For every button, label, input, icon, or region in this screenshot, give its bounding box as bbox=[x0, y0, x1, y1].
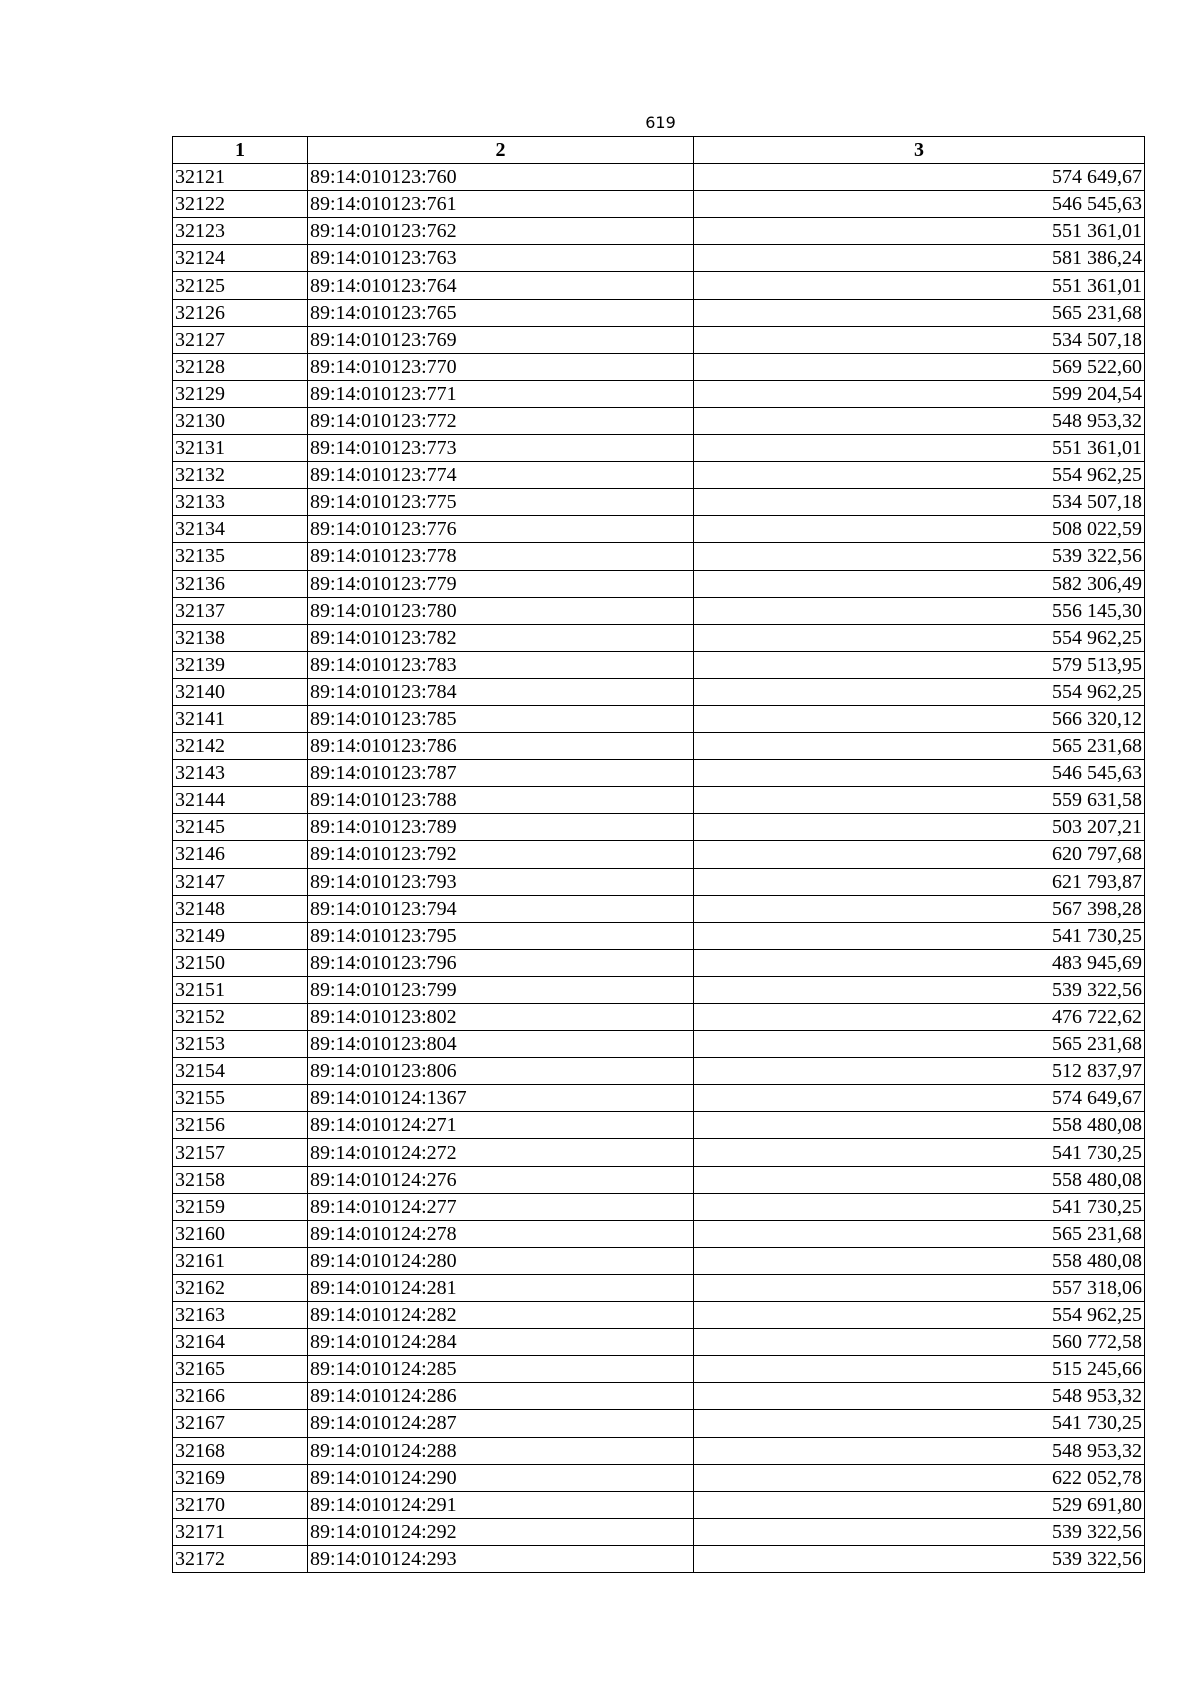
row-number-cell: 32170 bbox=[173, 1491, 308, 1518]
value-cell: 567 398,28 bbox=[694, 895, 1145, 922]
row-number-cell: 32122 bbox=[173, 191, 308, 218]
table-row bbox=[173, 245, 1145, 272]
value-cell: 539 322,56 bbox=[694, 1518, 1145, 1545]
cadastral-number-cell: 89:14:010123:792 bbox=[308, 841, 694, 868]
cadastral-number-cell: 89:14:010124:280 bbox=[308, 1247, 694, 1274]
cadastral-number-cell: 89:14:010124:293 bbox=[308, 1545, 694, 1572]
value-cell: 558 480,08 bbox=[694, 1166, 1145, 1193]
value-cell: 565 231,68 bbox=[694, 733, 1145, 760]
cadastral-number-cell: 89:14:010123:788 bbox=[308, 787, 694, 814]
value-cell: 569 522,60 bbox=[694, 353, 1145, 380]
table-row bbox=[173, 435, 1145, 462]
value-cell: 557 318,06 bbox=[694, 1274, 1145, 1301]
row-number-cell: 32153 bbox=[173, 1031, 308, 1058]
row-number-cell: 32144 bbox=[173, 787, 308, 814]
table-row bbox=[173, 218, 1145, 245]
row-number-cell: 32150 bbox=[173, 949, 308, 976]
table-row bbox=[173, 1545, 1145, 1572]
row-number-cell: 32171 bbox=[173, 1518, 308, 1545]
row-number-cell: 32149 bbox=[173, 922, 308, 949]
row-number-cell: 32140 bbox=[173, 678, 308, 705]
value-cell: 534 507,18 bbox=[694, 489, 1145, 516]
row-number-cell: 32136 bbox=[173, 570, 308, 597]
cadastral-number-cell: 89:14:010123:774 bbox=[308, 462, 694, 489]
cadastral-number-cell: 89:14:010123:784 bbox=[308, 678, 694, 705]
table-header bbox=[173, 137, 1145, 164]
table-row bbox=[173, 1518, 1145, 1545]
table-body bbox=[173, 164, 1145, 1573]
cadastral-number-cell: 89:14:010123:795 bbox=[308, 922, 694, 949]
value-cell: 548 953,32 bbox=[694, 1437, 1145, 1464]
cadastral-number-cell: 89:14:010124:288 bbox=[308, 1437, 694, 1464]
value-cell: 574 649,67 bbox=[694, 1085, 1145, 1112]
table-row bbox=[173, 814, 1145, 841]
table-row bbox=[173, 841, 1145, 868]
value-cell: 581 386,24 bbox=[694, 245, 1145, 272]
table-row bbox=[173, 1491, 1145, 1518]
cadastral-number-cell: 89:14:010123:778 bbox=[308, 543, 694, 570]
cadastral-number-cell: 89:14:010123:769 bbox=[308, 326, 694, 353]
table-row bbox=[173, 164, 1145, 191]
cadastral-number-cell: 89:14:010123:794 bbox=[308, 895, 694, 922]
row-number-cell: 32165 bbox=[173, 1356, 308, 1383]
table-row bbox=[173, 651, 1145, 678]
cadastral-number-cell: 89:14:010123:776 bbox=[308, 516, 694, 543]
cadastral-number-cell: 89:14:010124:286 bbox=[308, 1383, 694, 1410]
header-row bbox=[173, 137, 1145, 164]
row-number-cell: 32133 bbox=[173, 489, 308, 516]
row-number-cell: 32168 bbox=[173, 1437, 308, 1464]
value-cell: 579 513,95 bbox=[694, 651, 1145, 678]
value-cell: 541 730,25 bbox=[694, 922, 1145, 949]
table-row bbox=[173, 543, 1145, 570]
row-number-cell: 32155 bbox=[173, 1085, 308, 1112]
row-number-cell: 32131 bbox=[173, 435, 308, 462]
cadastral-number-cell: 89:14:010123:780 bbox=[308, 597, 694, 624]
row-number-cell: 32161 bbox=[173, 1247, 308, 1274]
row-number-cell: 32143 bbox=[173, 760, 308, 787]
table-row bbox=[173, 1437, 1145, 1464]
table-row bbox=[173, 678, 1145, 705]
value-cell: 556 145,30 bbox=[694, 597, 1145, 624]
value-cell: 558 480,08 bbox=[694, 1247, 1145, 1274]
value-cell: 558 480,08 bbox=[694, 1112, 1145, 1139]
table-row bbox=[173, 462, 1145, 489]
row-number-cell: 32121 bbox=[173, 164, 308, 191]
table-row bbox=[173, 1004, 1145, 1031]
table-row bbox=[173, 1410, 1145, 1437]
register-table bbox=[172, 136, 1145, 1573]
table-row bbox=[173, 1247, 1145, 1274]
value-cell: 554 962,25 bbox=[694, 1302, 1145, 1329]
row-number-cell: 32158 bbox=[173, 1166, 308, 1193]
row-number-cell: 32138 bbox=[173, 624, 308, 651]
table-row bbox=[173, 949, 1145, 976]
row-number-cell: 32151 bbox=[173, 976, 308, 1003]
cadastral-number-cell: 89:14:010123:786 bbox=[308, 733, 694, 760]
value-cell: 546 545,63 bbox=[694, 760, 1145, 787]
table-row bbox=[173, 624, 1145, 651]
cadastral-number-cell: 89:14:010123:782 bbox=[308, 624, 694, 651]
row-number-cell: 32152 bbox=[173, 1004, 308, 1031]
value-cell: 551 361,01 bbox=[694, 435, 1145, 462]
cadastral-number-cell: 89:14:010124:282 bbox=[308, 1302, 694, 1329]
value-cell: 539 322,56 bbox=[694, 543, 1145, 570]
cadastral-number-cell: 89:14:010124:292 bbox=[308, 1518, 694, 1545]
cadastral-number-cell: 89:14:010123:773 bbox=[308, 435, 694, 462]
row-number-cell: 32125 bbox=[173, 272, 308, 299]
cadastral-number-cell: 89:14:010124:281 bbox=[308, 1274, 694, 1301]
cadastral-number-cell: 89:14:010123:799 bbox=[308, 976, 694, 1003]
value-cell: 599 204,54 bbox=[694, 380, 1145, 407]
cadastral-number-cell: 89:14:010123:761 bbox=[308, 191, 694, 218]
cadastral-number-cell: 89:14:010123:772 bbox=[308, 407, 694, 434]
cadastral-number-cell: 89:14:010124:287 bbox=[308, 1410, 694, 1437]
table-row bbox=[173, 787, 1145, 814]
cadastral-number-cell: 89:14:010123:763 bbox=[308, 245, 694, 272]
row-number-cell: 32127 bbox=[173, 326, 308, 353]
table-row bbox=[173, 1274, 1145, 1301]
row-number-cell: 32154 bbox=[173, 1058, 308, 1085]
table-row bbox=[173, 1085, 1145, 1112]
value-cell: 476 722,62 bbox=[694, 1004, 1145, 1031]
table-row bbox=[173, 1058, 1145, 1085]
row-number-cell: 32130 bbox=[173, 407, 308, 434]
row-number-cell: 32146 bbox=[173, 841, 308, 868]
value-cell: 483 945,69 bbox=[694, 949, 1145, 976]
table-row bbox=[173, 976, 1145, 1003]
row-number-cell: 32172 bbox=[173, 1545, 308, 1572]
value-cell: 566 320,12 bbox=[694, 705, 1145, 732]
cadastral-number-cell: 89:14:010123:802 bbox=[308, 1004, 694, 1031]
table-row bbox=[173, 516, 1145, 543]
table-row bbox=[173, 299, 1145, 326]
value-cell: 560 772,58 bbox=[694, 1329, 1145, 1356]
row-number-cell: 32137 bbox=[173, 597, 308, 624]
row-number-cell: 32128 bbox=[173, 353, 308, 380]
row-number-cell: 32124 bbox=[173, 245, 308, 272]
value-cell: 551 361,01 bbox=[694, 218, 1145, 245]
value-cell: 546 545,63 bbox=[694, 191, 1145, 218]
cadastral-number-cell: 89:14:010124:276 bbox=[308, 1166, 694, 1193]
value-cell: 582 306,49 bbox=[694, 570, 1145, 597]
value-cell: 508 022,59 bbox=[694, 516, 1145, 543]
row-number-cell: 32141 bbox=[173, 705, 308, 732]
table-row bbox=[173, 1302, 1145, 1329]
cadastral-number-cell: 89:14:010124:271 bbox=[308, 1112, 694, 1139]
value-cell: 565 231,68 bbox=[694, 1220, 1145, 1247]
row-number-cell: 32147 bbox=[173, 868, 308, 895]
cadastral-number-cell: 89:14:010123:806 bbox=[308, 1058, 694, 1085]
table-row bbox=[173, 191, 1145, 218]
row-number-cell: 32126 bbox=[173, 299, 308, 326]
row-number-cell: 32129 bbox=[173, 380, 308, 407]
table-row bbox=[173, 489, 1145, 516]
table-row bbox=[173, 597, 1145, 624]
cadastral-number-cell: 89:14:010123:775 bbox=[308, 489, 694, 516]
value-cell: 551 361,01 bbox=[694, 272, 1145, 299]
table-row bbox=[173, 1356, 1145, 1383]
value-cell: 503 207,21 bbox=[694, 814, 1145, 841]
value-cell: 515 245,66 bbox=[694, 1356, 1145, 1383]
cadastral-number-cell: 89:14:010123:771 bbox=[308, 380, 694, 407]
value-cell: 554 962,25 bbox=[694, 624, 1145, 651]
cadastral-number-cell: 89:14:010124:290 bbox=[308, 1464, 694, 1491]
table-row bbox=[173, 1220, 1145, 1247]
table-row bbox=[173, 1383, 1145, 1410]
value-cell: 539 322,56 bbox=[694, 1545, 1145, 1572]
column-header-1: 1 bbox=[173, 137, 308, 164]
value-cell: 621 793,87 bbox=[694, 868, 1145, 895]
table-row bbox=[173, 895, 1145, 922]
table-row bbox=[173, 705, 1145, 732]
row-number-cell: 32167 bbox=[173, 1410, 308, 1437]
table-row bbox=[173, 1329, 1145, 1356]
value-cell: 548 953,32 bbox=[694, 407, 1145, 434]
value-cell: 541 730,25 bbox=[694, 1139, 1145, 1166]
row-number-cell: 32157 bbox=[173, 1139, 308, 1166]
value-cell: 622 052,78 bbox=[694, 1464, 1145, 1491]
cadastral-number-cell: 89:14:010123:793 bbox=[308, 868, 694, 895]
row-number-cell: 32139 bbox=[173, 651, 308, 678]
value-cell: 559 631,58 bbox=[694, 787, 1145, 814]
table-row bbox=[173, 922, 1145, 949]
cadastral-number-cell: 89:14:010124:291 bbox=[308, 1491, 694, 1518]
column-header-3: 3 bbox=[694, 137, 1145, 164]
value-cell: 554 962,25 bbox=[694, 678, 1145, 705]
value-cell: 548 953,32 bbox=[694, 1383, 1145, 1410]
row-number-cell: 32134 bbox=[173, 516, 308, 543]
table-row bbox=[173, 326, 1145, 353]
cadastral-number-cell: 89:14:010124:1367 bbox=[308, 1085, 694, 1112]
row-number-cell: 32145 bbox=[173, 814, 308, 841]
table-row bbox=[173, 407, 1145, 434]
cadastral-number-cell: 89:14:010123:760 bbox=[308, 164, 694, 191]
row-number-cell: 32123 bbox=[173, 218, 308, 245]
row-number-cell: 32142 bbox=[173, 733, 308, 760]
cadastral-number-cell: 89:14:010123:785 bbox=[308, 705, 694, 732]
table-row bbox=[173, 353, 1145, 380]
row-number-cell: 32160 bbox=[173, 1220, 308, 1247]
cadastral-number-cell: 89:14:010124:272 bbox=[308, 1139, 694, 1166]
table-row bbox=[173, 733, 1145, 760]
cadastral-number-cell: 89:14:010123:787 bbox=[308, 760, 694, 787]
row-number-cell: 32169 bbox=[173, 1464, 308, 1491]
value-cell: 534 507,18 bbox=[694, 326, 1145, 353]
row-number-cell: 32135 bbox=[173, 543, 308, 570]
table-row bbox=[173, 1112, 1145, 1139]
value-cell: 620 797,68 bbox=[694, 841, 1145, 868]
row-number-cell: 32163 bbox=[173, 1302, 308, 1329]
table-row bbox=[173, 1166, 1145, 1193]
cadastral-number-cell: 89:14:010123:764 bbox=[308, 272, 694, 299]
cadastral-number-cell: 89:14:010124:278 bbox=[308, 1220, 694, 1247]
cadastral-number-cell: 89:14:010123:789 bbox=[308, 814, 694, 841]
cadastral-number-cell: 89:14:010124:285 bbox=[308, 1356, 694, 1383]
table-row bbox=[173, 760, 1145, 787]
table-row bbox=[173, 1193, 1145, 1220]
table-row bbox=[173, 868, 1145, 895]
cadastral-number-cell: 89:14:010123:796 bbox=[308, 949, 694, 976]
value-cell: 541 730,25 bbox=[694, 1410, 1145, 1437]
row-number-cell: 32148 bbox=[173, 895, 308, 922]
cadastral-number-cell: 89:14:010124:277 bbox=[308, 1193, 694, 1220]
table-row bbox=[173, 570, 1145, 597]
value-cell: 539 322,56 bbox=[694, 976, 1145, 1003]
table-row bbox=[173, 1139, 1145, 1166]
table-row bbox=[173, 1464, 1145, 1491]
row-number-cell: 32166 bbox=[173, 1383, 308, 1410]
column-header-2: 2 bbox=[308, 137, 694, 164]
row-number-cell: 32156 bbox=[173, 1112, 308, 1139]
value-cell: 565 231,68 bbox=[694, 299, 1145, 326]
cadastral-number-cell: 89:14:010123:762 bbox=[308, 218, 694, 245]
cadastral-number-cell: 89:14:010123:770 bbox=[308, 353, 694, 380]
value-cell: 574 649,67 bbox=[694, 164, 1145, 191]
row-number-cell: 32162 bbox=[173, 1274, 308, 1301]
value-cell: 554 962,25 bbox=[694, 462, 1145, 489]
cadastral-number-cell: 89:14:010124:284 bbox=[308, 1329, 694, 1356]
value-cell: 512 837,97 bbox=[694, 1058, 1145, 1085]
table-row bbox=[173, 1031, 1145, 1058]
table-row bbox=[173, 272, 1145, 299]
cadastral-number-cell: 89:14:010123:783 bbox=[308, 651, 694, 678]
cadastral-number-cell: 89:14:010123:765 bbox=[308, 299, 694, 326]
page-number: 619 bbox=[645, 113, 676, 132]
value-cell: 565 231,68 bbox=[694, 1031, 1145, 1058]
value-cell: 541 730,25 bbox=[694, 1193, 1145, 1220]
row-number-cell: 32132 bbox=[173, 462, 308, 489]
table-row bbox=[173, 380, 1145, 407]
cadastral-number-cell: 89:14:010123:779 bbox=[308, 570, 694, 597]
row-number-cell: 32159 bbox=[173, 1193, 308, 1220]
value-cell: 529 691,80 bbox=[694, 1491, 1145, 1518]
cadastral-number-cell: 89:14:010123:804 bbox=[308, 1031, 694, 1058]
row-number-cell: 32164 bbox=[173, 1329, 308, 1356]
